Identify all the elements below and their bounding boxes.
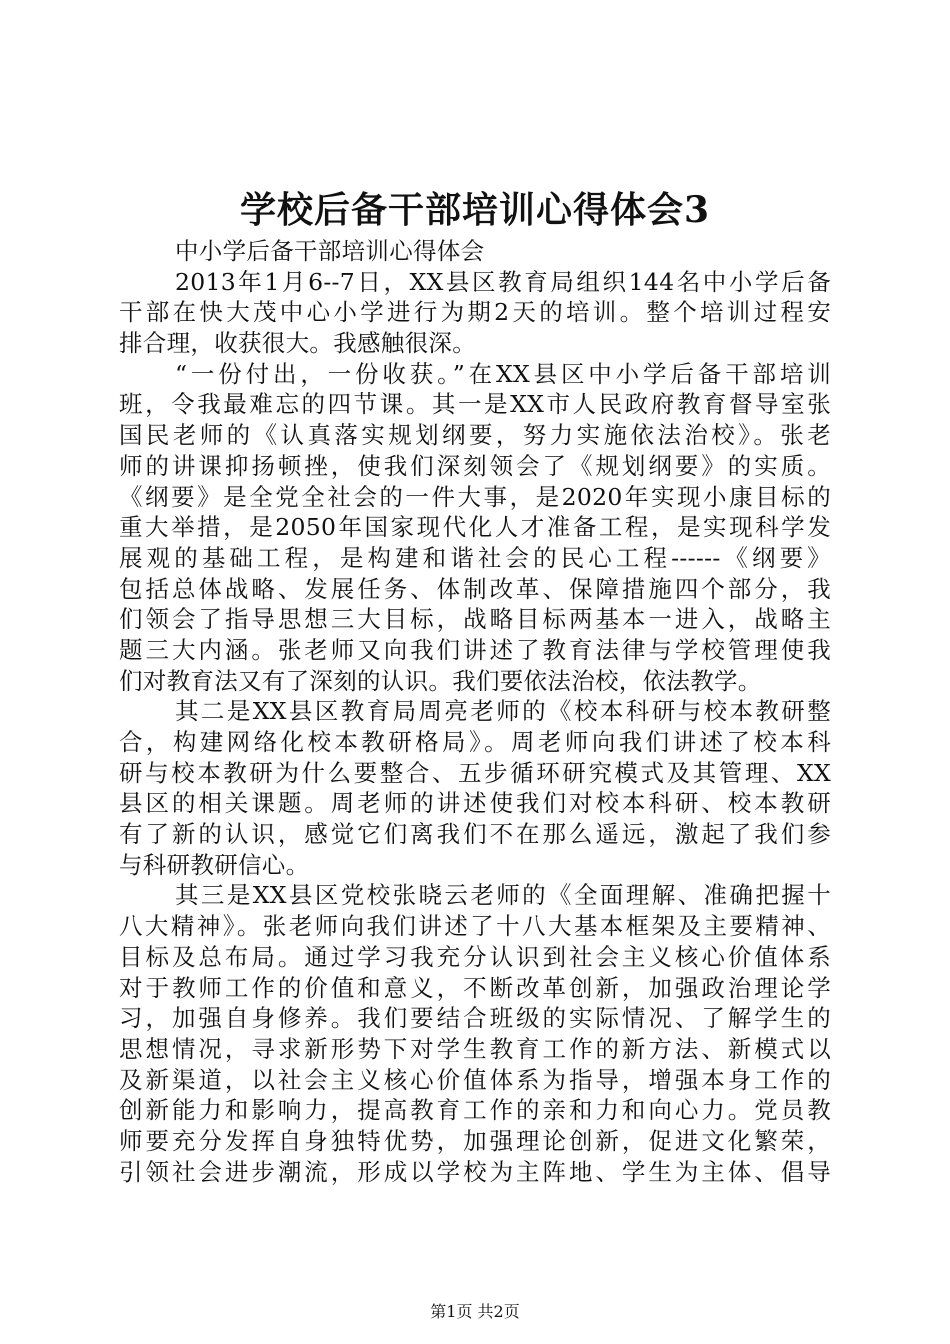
paragraph-line: 们对教育法又有了深刻的认识。我们要依法治校，依法教学。 bbox=[119, 666, 762, 695]
paragraph-line: 国民老师的《认真落实规划纲要，努力实施依法治校》。张老 bbox=[119, 421, 831, 450]
paragraph-line: 目标及总布局。通过学习我充分认识到社会主义核心价值体系 bbox=[119, 942, 831, 971]
paragraph-line: 展观的基础工程，是构建和谐社会的民心工程------《纲要》 bbox=[119, 543, 831, 572]
paragraph-line: 有了新的认识，感觉它们离我们不在那么遥远，激起了我们参 bbox=[119, 820, 831, 849]
paragraph-line: 们领会了指导思想三大目标，战略目标两基本一进入，战略主 bbox=[119, 605, 831, 634]
paragraph-line: 引领社会进步潮流，形成以学校为主阵地、学生为主体、倡导 bbox=[119, 1157, 831, 1186]
document-title: 学校后备干部培训心得体会3 bbox=[239, 189, 711, 231]
paragraph-line: 重大举措，是2050年国家现代化人才准备工程，是实现科学发 bbox=[119, 513, 831, 542]
paragraph-line: 班，令我最难忘的四节课。其一是XX市人民政府教育督导室张 bbox=[119, 390, 831, 419]
paragraph-line: 创新能力和影响力，提高教育工作的亲和力和向心力。党员教 bbox=[119, 1096, 831, 1125]
paragraph-line: 干部在快大茂中心小学进行为期2天的培训。整个培训过程安 bbox=[119, 298, 831, 327]
paragraph-line: 题三大内涵。张老师又向我们讲述了教育法律与学校管理使我 bbox=[119, 635, 831, 664]
document-body bbox=[119, 236, 831, 1187]
paragraph-line: 县区的相关课题。周老师的讲述使我们对校本科研、校本教研 bbox=[119, 789, 831, 818]
paragraph-line: 师要充分发挥自身独特优势，加强理论创新，促进文化繁荣， bbox=[119, 1126, 831, 1155]
paragraph-line: 思想情况，寻求新形势下对学生教育工作的新方法、新模式以 bbox=[119, 1034, 831, 1063]
paragraph-line: 对于教师工作的价值和意义，不断改革创新，加强政治理论学 bbox=[119, 973, 831, 1002]
page-footer: 第1页 共2页 bbox=[430, 1302, 520, 1321]
paragraph-line: 包括总体战略、发展任务、体制改革、保障措施四个部分，我 bbox=[119, 574, 831, 603]
paragraph-line: 其三是XX县区党校张晓云老师的《全面理解、准确把握十 bbox=[175, 881, 831, 910]
paragraph-line: 习，加强自身修养。我们要结合班级的实际情况、了解学生的 bbox=[119, 1004, 831, 1033]
subtitle-line: 中小学后备干部培训心得体会 bbox=[175, 237, 485, 265]
paragraph-line: 研与校本教研为什么要整合、五步循环研究模式及其管理、XX bbox=[119, 758, 831, 787]
paragraph-line: 《纲要》是全党全社会的一件大事，是2020年实现小康目标的 bbox=[119, 482, 831, 511]
paragraph-line: 合，构建网络化校本教研格局》。周老师向我们讲述了校本科 bbox=[119, 728, 831, 756]
paragraph-line: 其二是XX县区教育局周亮老师的《校本科研与校本教研整 bbox=[175, 697, 831, 726]
paragraph-line: “一份付出，一份收获。”在XX县区中小学后备干部培训 bbox=[175, 359, 831, 388]
paragraph-line: 师的讲课抑扬顿挫，使我们深刻领会了《规划纲要》的实质。 bbox=[119, 451, 831, 480]
paragraph-line: 八大精神》。张老师向我们讲述了十八大基本框架及主要精神、 bbox=[119, 912, 831, 941]
paragraph-line: 排合理，收获很大。我感触很深。 bbox=[119, 329, 476, 358]
paragraph-line: 及新渠道，以社会主义核心价值体系为指导，增强本身工作的 bbox=[119, 1065, 831, 1094]
paragraph-line: 2013年1月6--7日，XX县区教育局组织144名中小学后备 bbox=[175, 267, 831, 296]
paragraph-line: 与科研教研信心。 bbox=[119, 850, 310, 879]
